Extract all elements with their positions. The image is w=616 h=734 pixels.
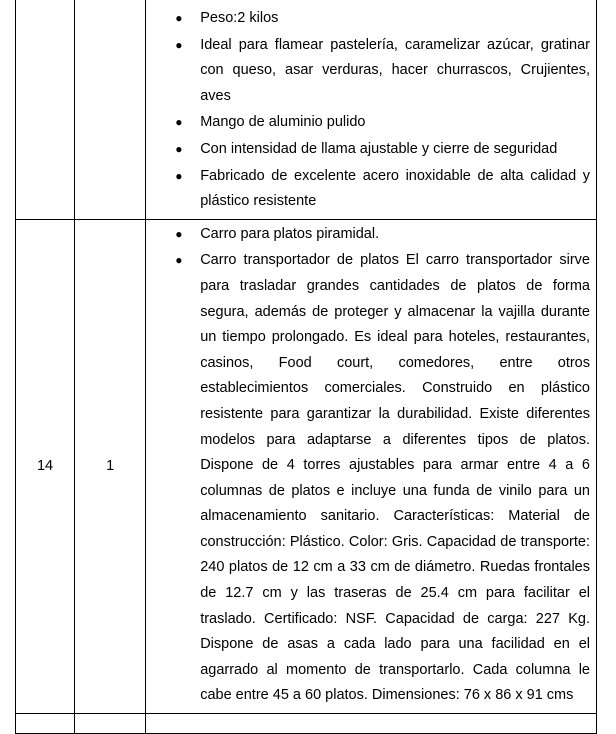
description-cell (146, 0, 597, 219)
list-item (175, 33, 590, 110)
bullet-icon: ● (175, 115, 183, 130)
quantity-cell (75, 714, 146, 734)
description-cell (146, 219, 597, 713)
bullet-icon: ● (175, 11, 183, 25)
description-bullet-list (146, 220, 596, 713)
item-number-cell (16, 714, 75, 734)
list-item (175, 164, 590, 215)
item-number-cell: 14 (16, 219, 75, 713)
list-item (175, 110, 590, 136)
description-cell (146, 714, 597, 734)
bullet-text: Peso:2 kilos (200, 10, 279, 26)
item-number-cell (16, 0, 75, 219)
bullet-text: Con intensidad de llama ajustable y cierre de seguridad (200, 140, 558, 157)
bullet-text: Carro transportador de platos El carro transportador sirve para trasladar grandes cantidades de platos de forma segura, además de proteger y almacenar la vajilla durante un tiempo prolongado. Es ideal para hoteles, restaurantes, casinos, Food court, comedores, entre otros establecimientos comerciales. Construido en plástico resistente para garantizar la durabilidad. Existe diferentes modelos para adaptarse a diferentes tipos de platos. Dispone de 4 torres ajustables para armar entre 4 a 6 columnas de platos e incluye una funda de vinilo para un almacenamiento sanitario. Características: Material de construcción: Plástico. Color: Gris. Capacidad de transporte: 240 platos de 12 cm a 33 cm de diámetro. Ruedas frontales de 12.7 cm y las traseras de 25.4 cm para facilitar el traslado. Certificado: NSF. Capacidad de carga: 227 Kg. Dispone de asas a cada lado para una facilidad en el agarrado al momento de transportarlo. Cada columna le cabe entre 45 a 60 platos. Dimensiones: 76 x 86 x 91 cms (200, 252, 590, 704)
bullet-text: Fabricado de excelente acero inoxidable de alta calidad y plástico resistente (200, 167, 590, 210)
product-spec-table (15, 0, 597, 734)
table-row (16, 714, 597, 734)
bullet-text: Carro para platos piramidal. (200, 225, 380, 242)
bullet-icon: ● (175, 226, 183, 241)
bullet-icon: ● (175, 141, 183, 156)
list-item (175, 137, 590, 163)
bullet-icon: ● (175, 168, 183, 183)
bullet-text: Ideal para flamear pastelería, caramelizar azúcar, gratinar con queso, asar verduras, hacer churrascos, Crujientes, aves (200, 36, 590, 104)
bullet-icon: ● (175, 37, 183, 52)
description-bullet-list (146, 0, 596, 219)
quantity-cell: 1 (75, 219, 146, 713)
bullet-text: Mango de aluminio pulido (200, 114, 366, 131)
list-item (175, 248, 590, 709)
quantity-cell (75, 0, 146, 219)
bullet-icon: ● (175, 253, 183, 268)
list-item (175, 6, 590, 32)
table-row (16, 219, 597, 713)
table-row (16, 0, 597, 219)
list-item (175, 222, 590, 248)
